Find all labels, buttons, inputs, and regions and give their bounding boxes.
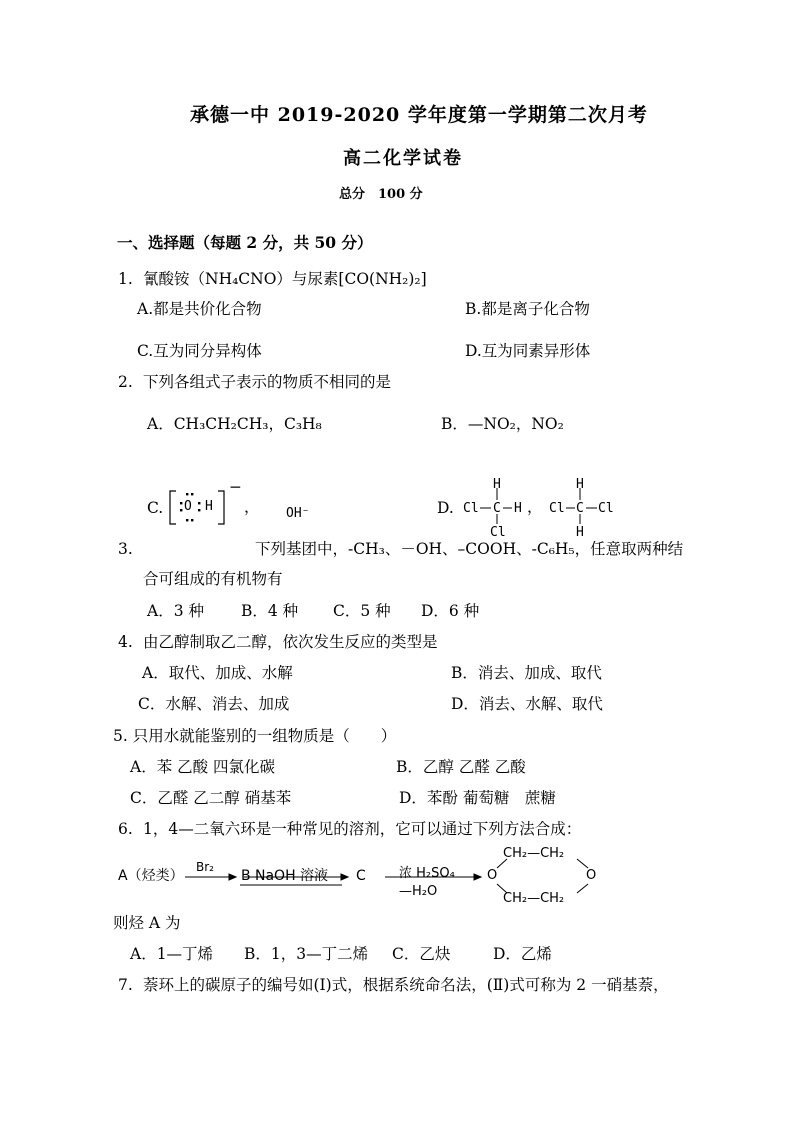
q6-scheme-b: B — [241, 868, 251, 884]
q1-number: 1. — [118, 270, 133, 288]
q2-c-charge: − — [229, 478, 242, 496]
q4-number: 4. — [118, 633, 133, 651]
q2-option-b: B．—NO₂，NO₂ — [441, 415, 564, 433]
q6-then: 则烃 A 为 — [113, 914, 181, 932]
q2-d-cl-bottom: Cl — [490, 525, 506, 540]
q3-number: 3. — [118, 540, 133, 558]
q6-ring-oxygen-left: O — [487, 868, 498, 883]
q5-option-a: A．苯 乙酸 四氯化碳 — [130, 758, 276, 776]
q3-option-d: D．6 种 — [421, 602, 480, 620]
q6-option-c: C．乙炔 — [392, 945, 451, 963]
q2-option-c-label: C. — [147, 499, 164, 517]
q5-stem: 5. 只用水就能鉴别的一组物质是（ ） — [113, 727, 397, 745]
q6-option-d: D．乙烯 — [493, 945, 552, 963]
q4-option-a: A．取代、加成、水解 — [142, 664, 293, 682]
q1-option-d: D.互为同素异形体 — [465, 342, 591, 360]
q5-option-c: C．乙醛 乙二醇 硝基苯 — [130, 789, 292, 807]
q2-d-h-top-1: H — [493, 477, 501, 492]
exam-title: 承德一中 2019-2020 学年度第一学期第二次月考 — [190, 104, 648, 126]
q6-scheme-reagent-3: 浓 H₂SO₄ — [399, 866, 455, 881]
q7-number: 7. — [118, 976, 133, 994]
q4-option-c: C．水解、消去、加成 — [138, 695, 290, 713]
q3-stem-line2: 合可组成的有机物有 — [143, 570, 283, 588]
q2-option-a: A．CH₃CH₂CH₃，C₃H₈ — [147, 415, 322, 433]
q6-stem: 1，4—二氧六环是一种常见的溶剂，它可以通过下列方法合成： — [143, 820, 582, 838]
q6-ring-oxygen-right: O — [586, 868, 597, 883]
q2-c-comma: ， — [244, 498, 260, 516]
exam-subtitle: 高二化学试卷 — [343, 148, 463, 169]
q7-stem: 萘环上的碳原子的编号如(Ⅰ)式，根据系统命名法，(Ⅱ)式可称为 2 一硝基萘， — [143, 976, 669, 994]
q2-d-comma: ， — [527, 498, 543, 516]
q1-stem: 氰酸铵（NH₄CNO）与尿素[CO(NH₂)₂] — [143, 270, 427, 288]
q2-d-h-bottom-2: H — [576, 525, 584, 540]
q1-option-c: C.互为同分异构体 — [137, 342, 262, 360]
q4-stem: 由乙醇制取乙二醇，依次发生反应的类型是 — [143, 633, 438, 651]
q1-option-b: B.都是离子化合物 — [465, 300, 590, 318]
q2-d-cl-right-2: Cl — [598, 501, 614, 516]
q6-option-a: A．1—丁烯 — [130, 945, 214, 963]
q4-option-d: D．消去、水解、取代 — [451, 695, 603, 713]
q6-scheme-reagent-2: NaOH 溶液 — [255, 868, 329, 884]
q5-option-b: B．乙醇 乙醛 乙酸 — [396, 758, 526, 776]
q2-stem: 下列各组式子表示的物质不相同的是 — [143, 373, 392, 391]
q2-c-hydroxide: OH⁻ — [286, 506, 310, 521]
dioxane-ring-bonds — [497, 859, 588, 893]
section-heading: 一、选择题（每题 2 分，共 50 分） — [117, 233, 373, 252]
q2-d-h-right: H — [514, 501, 522, 516]
total-score: 总分 100 分 — [339, 187, 423, 202]
q6-scheme-reagent-3b: —H₂O — [399, 884, 438, 899]
q6-scheme-c: C — [356, 868, 366, 884]
q6-ring-top: CH₂—CH₂ — [503, 846, 565, 861]
q2-d-h-top-2: H — [576, 477, 584, 492]
q2-d-cl-left-2: Cl — [549, 501, 565, 516]
q6-ring-bottom: CH₂—CH₂ — [503, 891, 565, 906]
q4-option-b: B．消去、加成、取代 — [451, 664, 602, 682]
q6-scheme-a: A（烃类） — [118, 868, 184, 884]
q2-option-d-label: D. — [437, 499, 454, 517]
q2-d-cl-left: Cl — [463, 501, 479, 516]
q2-c-oxygen: O — [184, 499, 192, 514]
q3-option-c: C．5 种 — [333, 602, 391, 620]
q2-d-carbon-1: C — [493, 501, 501, 516]
q6-option-b: B．1，3—丁二烯 — [244, 945, 369, 963]
q3-option-b: B．4 种 — [241, 602, 299, 620]
q6-number: 6. — [118, 820, 133, 838]
q1-option-a: A.都是共价化合物 — [137, 300, 262, 318]
q2-number: 2. — [118, 373, 133, 391]
q6-scheme-reagent-1: Br₂ — [196, 860, 214, 874]
q2-c-hydrogen: H — [205, 499, 213, 514]
q2-d-carbon-2: C — [576, 501, 584, 516]
q5-option-d: D．苯酚 葡萄糖 蔗糖 — [399, 789, 556, 807]
q3-option-a: A．3 种 — [147, 602, 204, 620]
q3-stem-line1: 下列基团中，-CH₃、－OH、–COOH、-C₆H₅，任意取两种结 — [255, 540, 684, 558]
